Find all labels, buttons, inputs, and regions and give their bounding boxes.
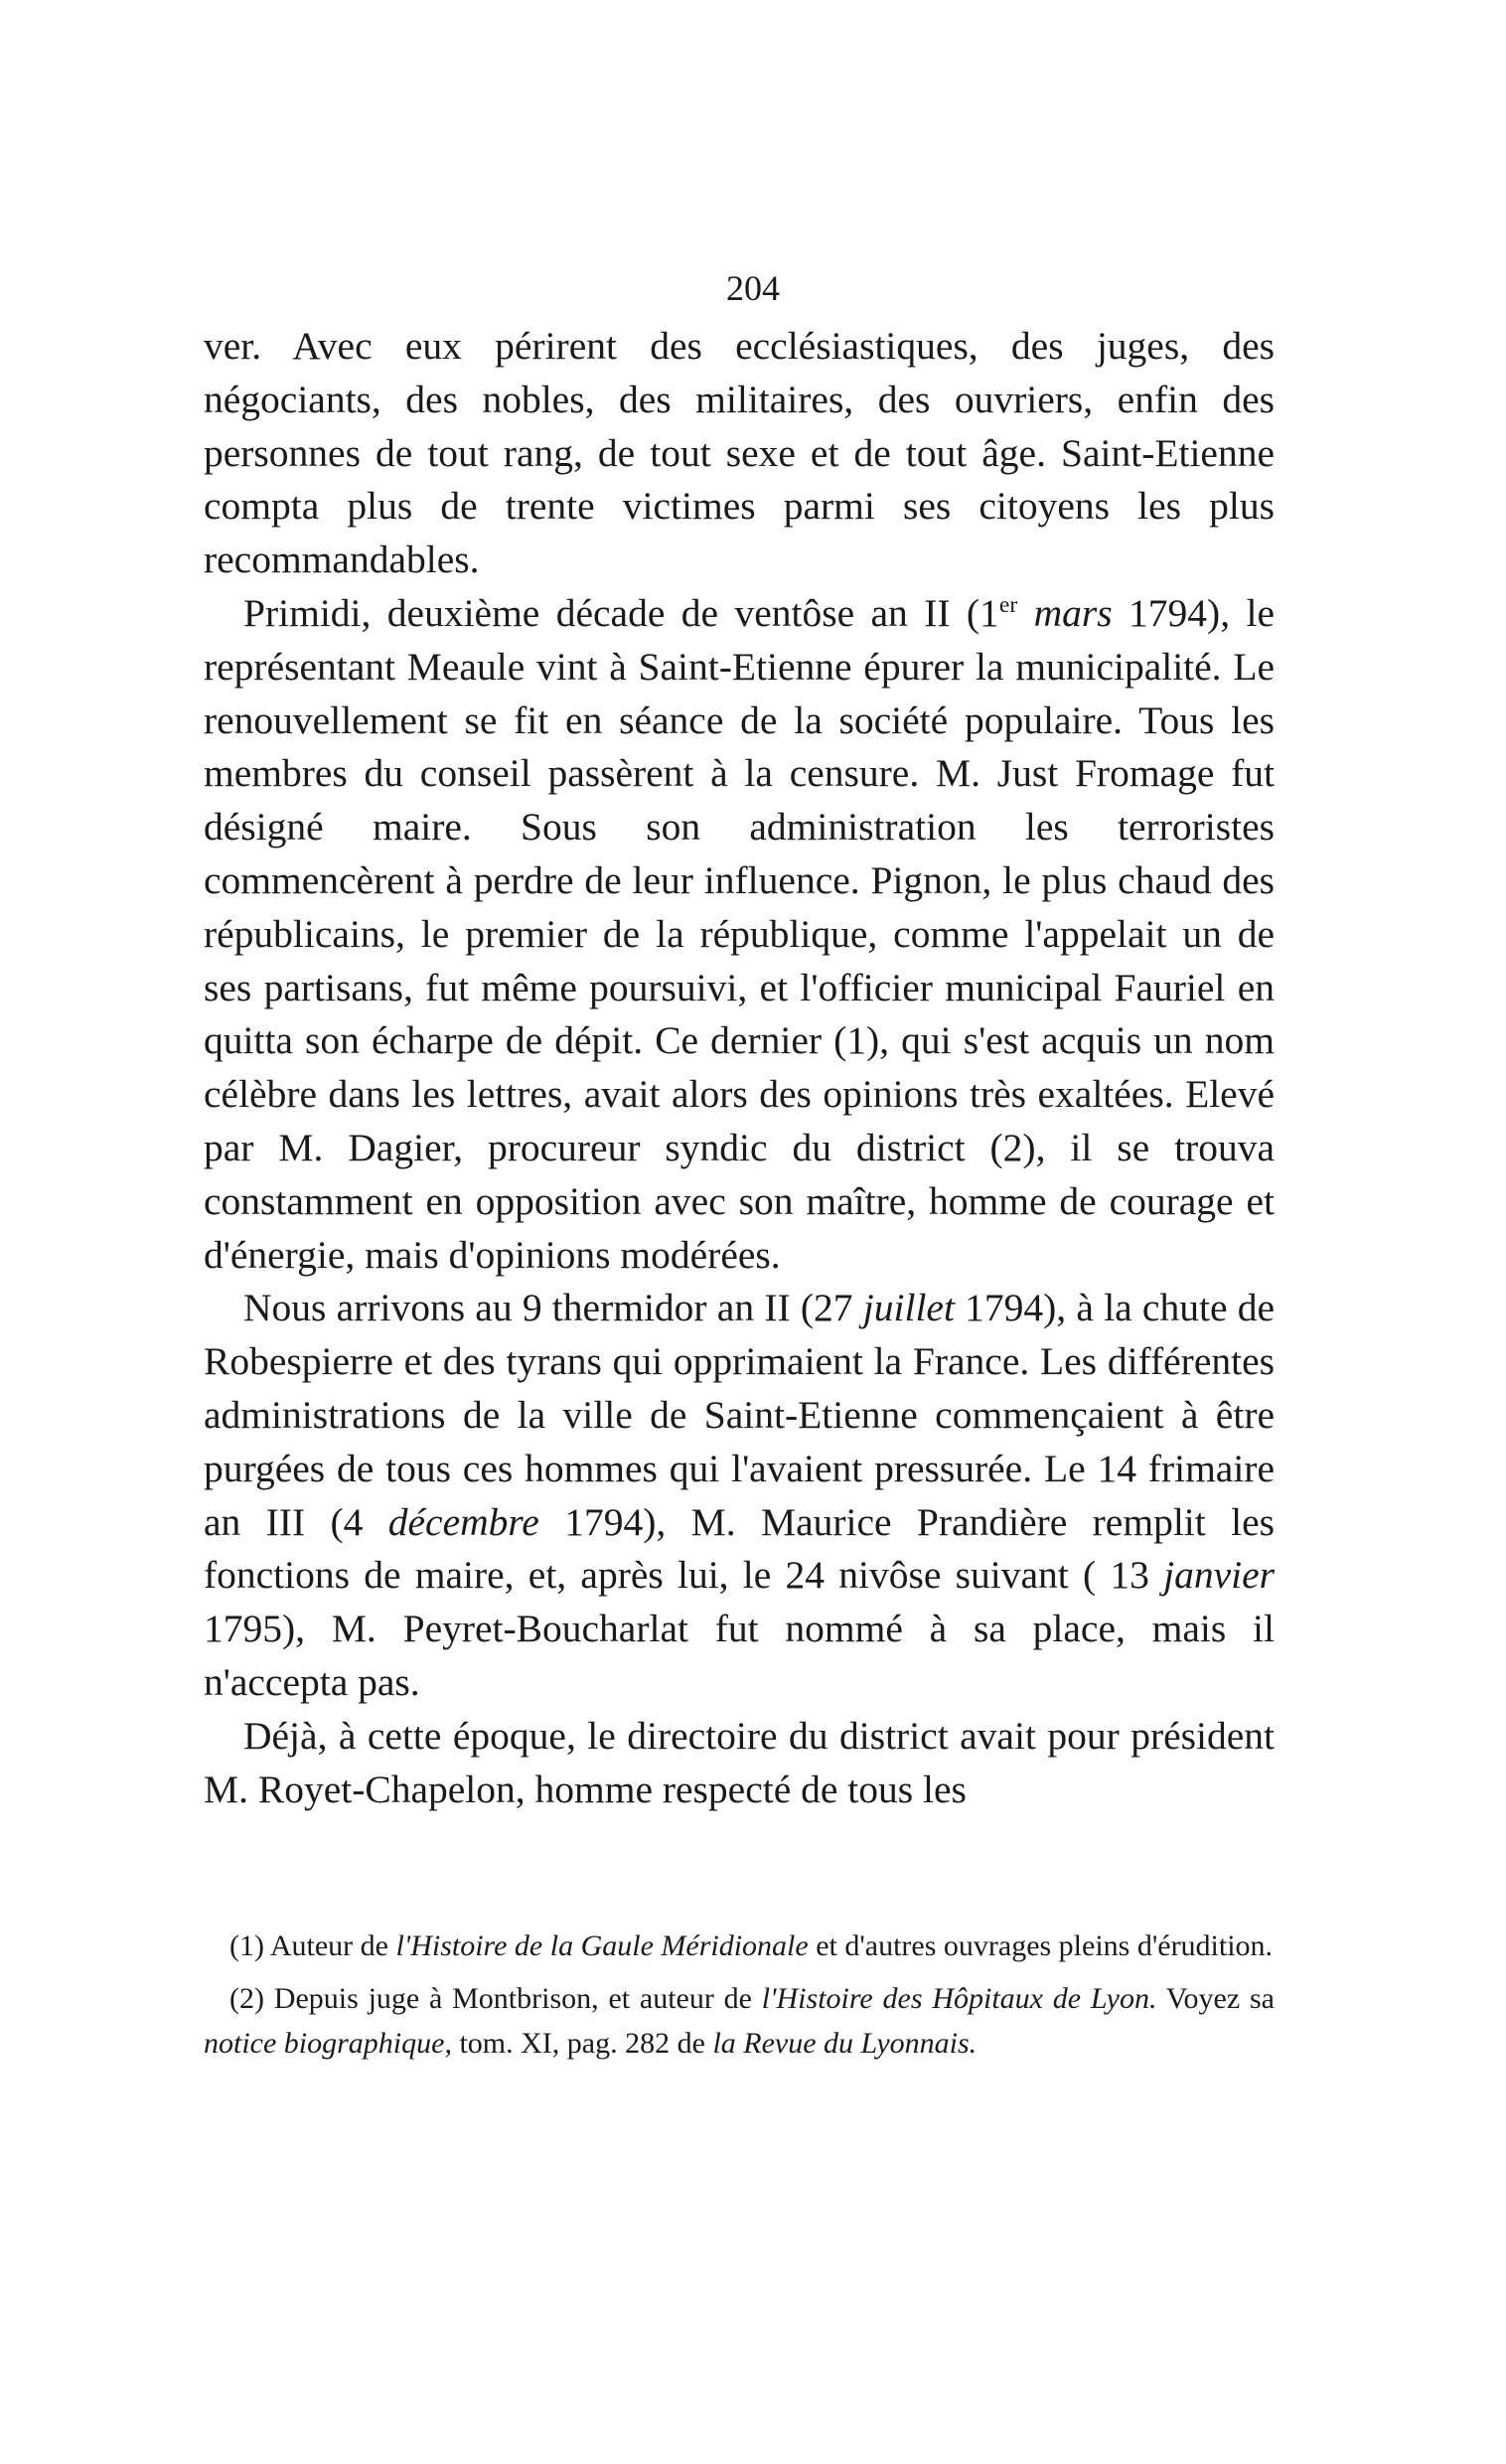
page-number: 204 — [726, 268, 780, 308]
footnote-1 — [204, 1924, 1275, 1968]
paragraph-4: Déjà, à cette époque, le directoire du district avait pour président M. Royet-Chapelon, homme respecté de tous les — [204, 1713, 1275, 1811]
main-text — [204, 320, 1275, 1816]
paragraph-3-text-a: Nous arrivons au 9 thermidor an II (27 — [243, 1286, 863, 1330]
paragraph-3-text-c: 1794), M. Maurice Prandière remplit les fonctions de maire, et, après lui, le 24 nivôse suivant ( 13 — [204, 1499, 1275, 1598]
paragraph-2-text-a: Primidi, deuxième décade de ventôse an II (1 — [243, 590, 999, 635]
paragraph-2-superscript: er — [998, 591, 1018, 618]
footnote-1-text-a: (1) Auteur de — [229, 1929, 396, 1962]
footnote-2-italic-c: la Revue du Lyonnais. — [712, 2027, 978, 2060]
paragraph-3-italic-c: janvier — [1163, 1553, 1275, 1598]
footnote-2-italic-b: notice biographique, — [204, 2027, 452, 2060]
paragraph-3-text-b: 1794), à la chute de Robespierre et des tyrans qui opprimaient la France. Les différentes administrations de la ville de Saint-Etienne commençaient à être purgées de tous ces hommes qui l'avaient pressurée. Le 14 frimaire an III (4 — [204, 1286, 1275, 1544]
paragraph-3-text-d: 1795), M. Peyret-Boucharlat fut nommé à sa place, mais il n'accepta pas. — [204, 1607, 1275, 1704]
paragraph-1: ver. Avec eux périrent des ecclésiastiques, des juges, des négociants, des nobles, des militaires, des ouvriers, enfin des personnes de tout rang, de tout sexe et de tout âge. Saint-Etienne compta plus de trente victimes parmi ses citoyens les plus recommandables. — [204, 324, 1275, 582]
paragraph-2 — [204, 587, 1275, 1282]
footnote-1-text-b: et d'autres ouvrages pleins d'érudition. — [808, 1929, 1274, 1962]
footnote-2-text-c: tom. XI, pag. 282 de — [451, 2027, 713, 2060]
footnote-2-text-a: (2) Depuis juge à Montbrison, et auteur de — [229, 1982, 762, 2015]
footnote-2-text-b: Voyez sa — [1156, 1982, 1275, 2015]
paragraph-3-italic-b: décembre — [387, 1499, 539, 1544]
footnotes — [204, 1924, 1275, 2074]
paragraph-3 — [204, 1282, 1275, 1709]
footnote-2 — [204, 1976, 1275, 2066]
paragraph-3-italic-a: juillet — [862, 1286, 955, 1330]
footnote-1-italic: l'Histoire de la Gaule Méridionale — [395, 1929, 809, 1962]
footnote-2-italic-a: l'Histoire des Hôpitaux de Lyon. — [761, 1982, 1157, 2015]
paragraph-2-text-b: 1794), le représentant Meaule vint à Saint-Etienne épurer la municipalité. Le renouvellement se fit en séance de la société populaire. Tous les membres du conseil passèrent à la censure. M. Just Fromage fut désigné maire. Sous son administration les terroristes commencèrent à perdre de leur influence. Pignon, le plus chaud des républicains, le premier de la république, comme l'appelait un de ses partisans, fut même poursuivi, et l'officier municipal Fauriel en quitta son écharpe de dépit. Ce dernier (1), qui s'est acquis un nom célèbre dans les lettres, avait alors des opinions très exaltées. Elevé par M. Dagier, procureur syndic du district (2), il se trouva constamment en opposition avec son maître, homme de courage et d'énergie, mais d'opinions modérées. — [204, 590, 1275, 1277]
paragraph-2-italic: mars — [1017, 590, 1113, 635]
